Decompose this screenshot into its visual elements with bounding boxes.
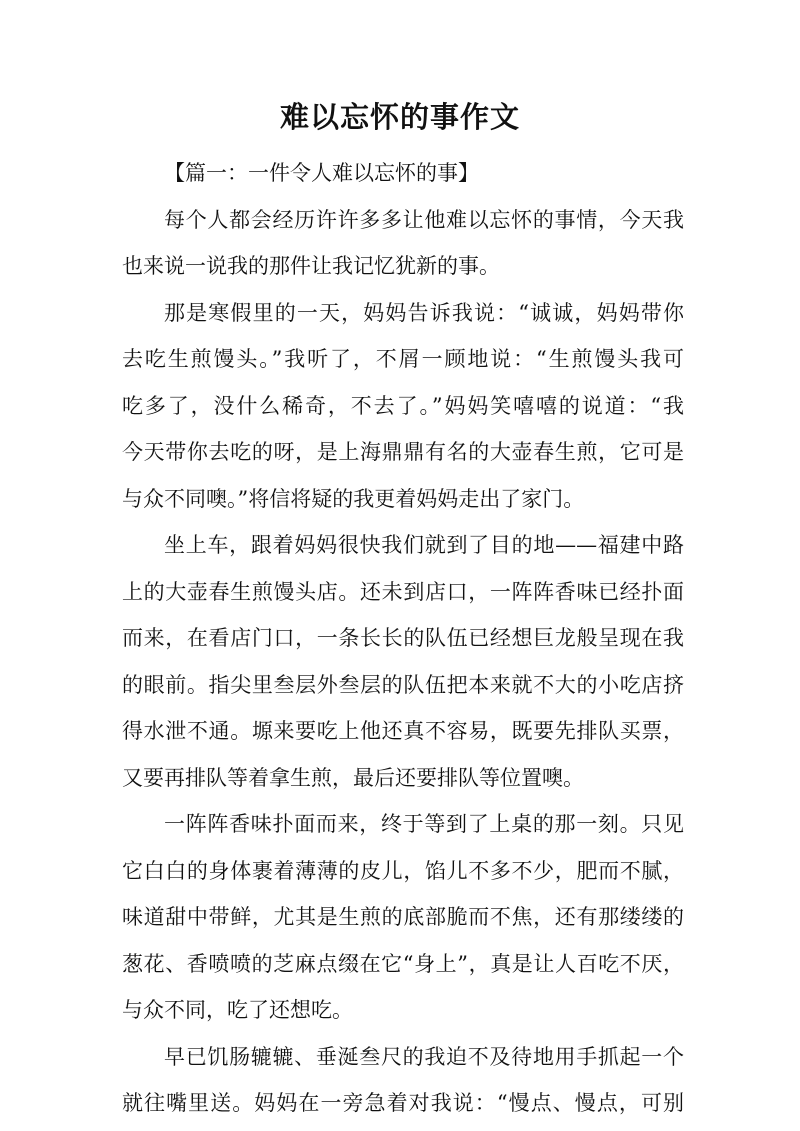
text-line: 也来说一说我的那件让我记忆犹新的事。	[122, 254, 500, 278]
text-line: 每个人都会经历许许多多让他难以忘怀的事情，今天我	[164, 207, 684, 232]
text-line: 与众不同噢。”将信将疑的我更着妈妈走出了家门。	[122, 486, 585, 511]
text-line: 一阵阵香味扑面而来，终于等到了上桌的那一刻。只见	[164, 812, 684, 836]
text-line: 今天带你去吃的呀，是上海鼎鼎有名的大壶春生煎，它可是	[122, 440, 684, 464]
text-line: 就往嘴里送。妈妈在一旁急着对我说：“慢点、慢点，可别	[122, 1091, 684, 1115]
document-body	[122, 150, 684, 1127]
text-line: 【篇一：一件令人难以忘怀的事】	[164, 161, 479, 185]
text-line: 而来，在看店门口，一条长长的队伍已经想巨龙般呈现在我	[122, 626, 684, 650]
text-line: 早已饥肠辘辘、垂涎叁尺的我迫不及待地用手抓起一个	[164, 1044, 684, 1069]
text-line: 味道甜中带鲜，尤其是生煎的底部脆而不焦，还有那缕缕的	[122, 905, 684, 929]
text-line: 它白白的身体裹着薄薄的皮儿，馅儿不多不少，肥而不腻，	[122, 858, 684, 883]
text-line: 得水泄不通。塬来要吃上他还真不容易，既要先排队买票，	[122, 719, 684, 743]
text-line: 与众不同，吃了还想吃。	[122, 998, 353, 1022]
text-line: 那是寒假里的一天，妈妈告诉我说：“诚诚，妈妈带你	[164, 300, 684, 325]
text-line: 的眼前。指尖里叁层外叁层的队伍把本来就不大的小吃店挤	[122, 672, 684, 697]
text-line: 上的大壶春生煎馒头店。还未到店口，一阵阵香味已经扑面	[122, 579, 684, 604]
text-line: 吃多了，没什么稀奇，不去了。”妈妈笑嘻嘻的说道：“我	[122, 393, 684, 418]
text-line: 又要再排队等着拿生煎，最后还要排队等位置噢。	[122, 765, 584, 790]
text-line: 坐上车，跟着妈妈很快我们就到了目的地——福建中路	[164, 533, 684, 557]
text-line: 葱花、香喷喷的芝麻点缀在它“身上”，真是让人百吃不厌，	[122, 951, 684, 976]
document-title: 难以忘怀的事作文	[279, 100, 520, 134]
text-line: 去吃生煎馒头。”我听了，不屑一顾地说：“生煎馒头我可	[122, 347, 684, 371]
